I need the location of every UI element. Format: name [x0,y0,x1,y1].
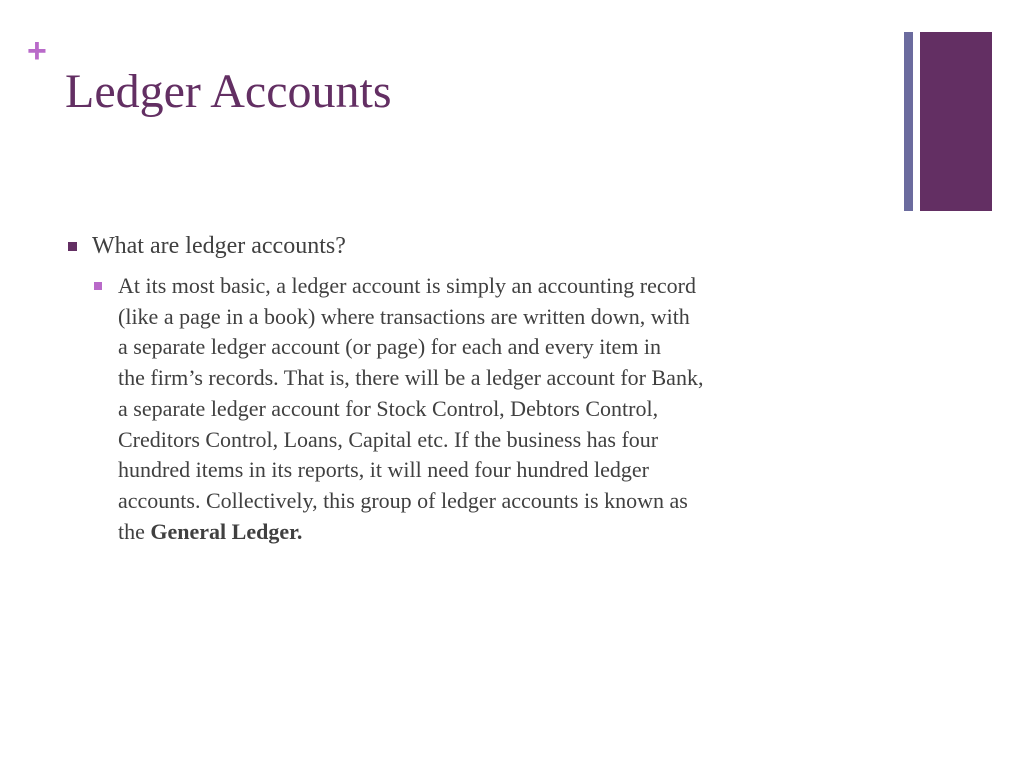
decorative-bar-thin [904,32,913,211]
plus-icon: + [27,32,47,70]
slide-title: Ledger Accounts [65,65,392,118]
body-line: the firm’s records. That is, there will be a ledger account for Bank, [118,365,704,391]
body-line: accounts. Collectively, this group of ledger accounts is known as [118,487,688,513]
body-line: At its most basic, a ledger account is simply an accounting record [118,273,696,298]
decorative-bar-thick [920,32,992,211]
body-line: a separate ledger account for Stock Control, Debtors Control, [118,395,659,421]
square-bullet-icon [94,282,102,290]
body-line: hundred items in its reports, it will need four hundred ledger [118,457,649,483]
body-line-last [118,517,898,548]
general-ledger-term: General Ledger. [150,518,303,544]
bullet-level-1-text: What are ledger accounts? [92,233,346,259]
body-line: (like a page in a book) where transactions are written down, with [118,303,690,329]
body-line: Creditors Control, Loans, Capital etc. If the business has four [118,426,659,452]
square-bullet-icon [68,242,77,251]
bullet-level-2-text [118,271,898,547]
body-line: a separate ledger account (or page) for each and every item in [118,334,661,360]
last-line-prefix: the [118,518,151,544]
